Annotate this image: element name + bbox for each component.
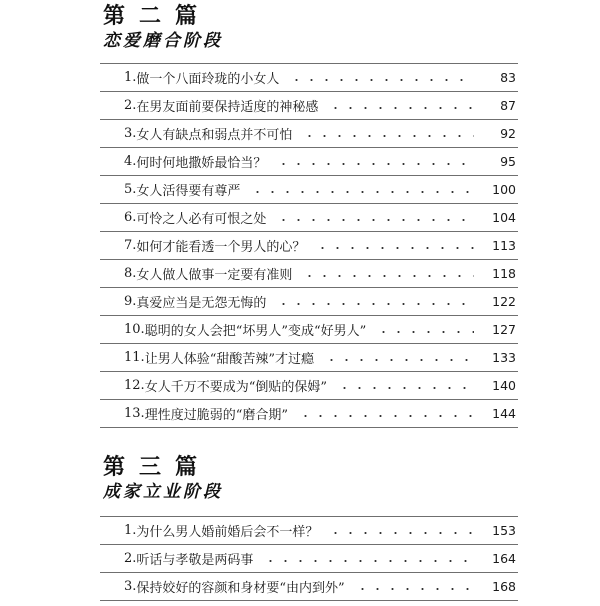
toc-entry-title: 聪明的女人会把“坏男人”变成“好男人” xyxy=(144,324,367,339)
toc-dot-leader xyxy=(259,552,474,565)
toc-entry-title: 在男友面前要保持适度的神秘感 xyxy=(136,100,319,115)
part-two-title: 恋爱磨合阶段 xyxy=(103,31,223,51)
toc-entry-page-number: 133 xyxy=(492,350,516,365)
toc-entry-page-number: 92 xyxy=(500,126,516,141)
toc-entry-page-number: 118 xyxy=(492,266,516,281)
toc-entry-page-number: 87 xyxy=(500,98,516,113)
toc-entry xyxy=(100,232,518,260)
toc-entry xyxy=(100,288,518,316)
toc-entry-title: 听话与孝敬是两码事 xyxy=(136,553,254,568)
toc-entry-title: 真爱应当是无怨无悔的 xyxy=(136,296,267,311)
toc-entry-number: 8. xyxy=(124,266,137,281)
toc-entry xyxy=(100,372,518,400)
toc-entry xyxy=(100,176,518,204)
toc-entry-number: 9. xyxy=(124,294,137,309)
toc-entry-title: 女人做人做事一定要有准则 xyxy=(136,268,293,283)
part-three-title: 成家立业阶段 xyxy=(103,482,223,502)
toc-entry-number: 12. xyxy=(124,378,145,393)
toc-entry-number: 7. xyxy=(124,238,137,253)
toc-entry-number: 4. xyxy=(124,154,137,169)
toc-dot-leader xyxy=(294,407,474,420)
toc-entry-number: 5. xyxy=(124,182,137,197)
toc-entry-title: 理性度过脆弱的“磨合期” xyxy=(144,408,288,423)
toc-entry-page-number: 113 xyxy=(492,238,516,253)
toc-dot-leader xyxy=(298,127,474,140)
toc-entry-title: 女人有缺点和弱点并不可怕 xyxy=(136,128,293,143)
toc-dot-leader xyxy=(272,295,474,308)
toc-entry-title: 做一个八面玲珑的小女人 xyxy=(136,72,280,87)
toc-entry xyxy=(100,204,518,232)
toc-entry-number: 3. xyxy=(124,126,137,141)
part-two-toc-list xyxy=(100,63,518,428)
toc-entry xyxy=(100,120,518,148)
toc-dot-leader xyxy=(272,155,474,168)
toc-dot-leader xyxy=(311,239,474,252)
toc-dot-leader xyxy=(246,183,474,196)
toc-dot-leader xyxy=(298,267,474,280)
toc-dot-leader xyxy=(272,211,474,224)
toc-dot-leader xyxy=(320,351,474,364)
toc-entry-title: 保持姣好的容颜和身材要“由内到外” xyxy=(136,581,345,596)
toc-entry-page-number: 95 xyxy=(500,154,516,169)
toc-entry xyxy=(100,573,518,601)
toc-entry-number: 11. xyxy=(124,350,145,365)
toc-dot-leader xyxy=(333,379,474,392)
toc-entry-page-number: 104 xyxy=(492,210,516,225)
part-two-number: 第二篇 xyxy=(103,4,212,29)
toc-entry-page-number: 144 xyxy=(492,406,516,421)
toc-entry-number: 2. xyxy=(124,98,137,113)
toc-entry-number: 1. xyxy=(124,523,137,538)
toc-entry-title: 可怜之人必有可恨之处 xyxy=(136,212,267,227)
toc-entry-title: 何时何地撒娇最恰当？ xyxy=(136,156,267,171)
toc-entry xyxy=(100,148,518,176)
toc-entry-number: 10. xyxy=(124,322,145,337)
toc-entry-page-number: 122 xyxy=(492,294,516,309)
toc-entry xyxy=(100,545,518,573)
toc-entry xyxy=(100,517,518,545)
toc-entry-number: 13. xyxy=(124,406,145,421)
toc-dot-leader xyxy=(351,580,474,593)
toc-entry-page-number: 100 xyxy=(492,182,516,197)
toc-dot-leader xyxy=(285,71,474,84)
toc-dot-leader xyxy=(324,524,474,537)
toc-entry-page-number: 168 xyxy=(492,579,516,594)
toc-entry-number: 1. xyxy=(124,70,137,85)
toc-entry-number: 6. xyxy=(124,210,137,225)
toc-entry-title: 女人活得要有尊严 xyxy=(136,184,241,199)
toc-entry xyxy=(100,316,518,344)
toc-entry-title: 让男人体验“甜酸苦辣”才过瘾 xyxy=(144,352,314,367)
toc-entry-page-number: 153 xyxy=(492,523,516,538)
toc-entry xyxy=(100,344,518,372)
toc-entry xyxy=(100,92,518,120)
toc-entry-title: 为什么男人婚前婚后会不一样？ xyxy=(136,525,319,540)
part-three-number: 第三篇 xyxy=(103,455,212,480)
toc-entry-page-number: 140 xyxy=(492,378,516,393)
toc-entry-title: 女人千万不要成为“倒贴的保姆” xyxy=(144,380,327,395)
toc-entry xyxy=(100,400,518,428)
toc-dot-leader xyxy=(372,323,474,336)
part-three-toc-list xyxy=(100,516,518,601)
toc-entry-number: 3. xyxy=(124,579,137,594)
toc-entry-number: 2. xyxy=(124,551,137,566)
toc-entry xyxy=(100,260,518,288)
toc-entry-page-number: 83 xyxy=(500,70,516,85)
toc-entry-title: 如何才能看透一个男人的心？ xyxy=(136,240,306,255)
toc-entry-page-number: 164 xyxy=(492,551,516,566)
toc-entry xyxy=(100,64,518,92)
toc-entry-page-number: 127 xyxy=(492,322,516,337)
toc-dot-leader xyxy=(324,99,474,112)
